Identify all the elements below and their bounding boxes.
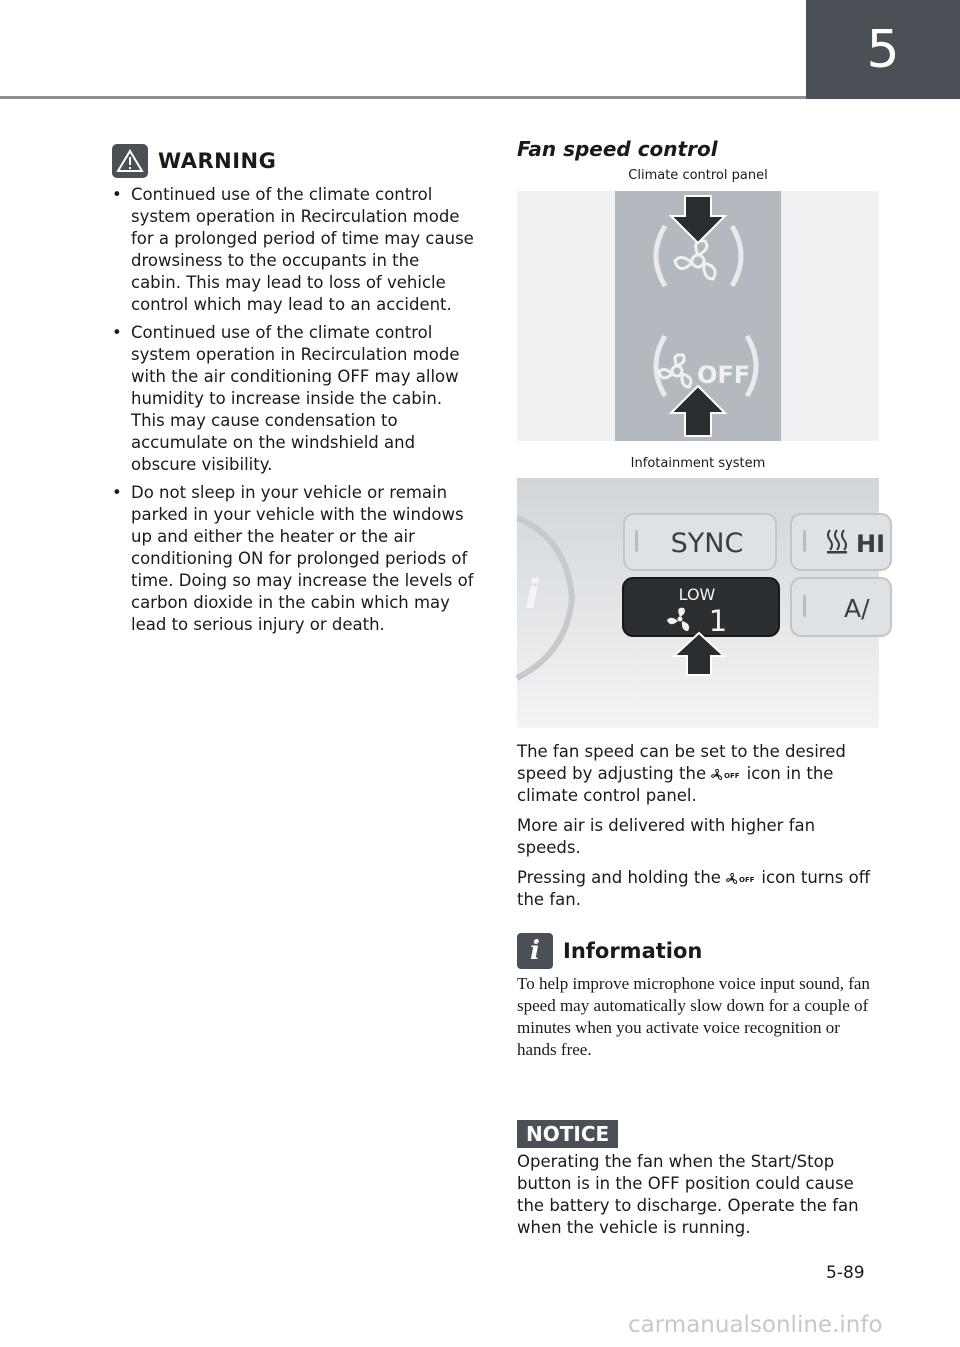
- inline-icon-text: OFF: [724, 771, 740, 780]
- sync-label: SYNC: [670, 528, 744, 559]
- page-number: 5-89: [826, 1263, 865, 1283]
- panel-caption: Climate control panel: [628, 168, 768, 183]
- warning-triangle-icon: [112, 144, 148, 178]
- warning-item: • Do not sleep in your vehicle or remain parked in your vehicle with the windows up and either the heater or the air conditioning ON for prolonged periods of time. Doing so may increase the levels of carbon dioxide in the cabin which may lead to serious injury or death.: [112, 482, 474, 636]
- warning-title: WARNING: [158, 149, 277, 173]
- info-logo-icon: i: [525, 572, 539, 618]
- warning-item: • Continued use of the climate control system operation in Recirculation mode with the air conditioning OFF may allow humidity to increase inside the cabin. This may cause condensation to accumulate on the windshield and obscure visibility.: [112, 322, 474, 476]
- paragraph: Pressing and holding the OFF icon turns off the fan.: [517, 868, 871, 909]
- warning-list: [112, 184, 474, 642]
- fan-off-inline-icon: [711, 768, 741, 782]
- notice-badge: NOTICE: [517, 1120, 618, 1148]
- watermark: carmanualsonline.info: [628, 1312, 883, 1338]
- information-icon: i: [517, 933, 553, 969]
- ac-label: A/: [844, 594, 870, 623]
- chapter-number: 5: [866, 19, 900, 80]
- heat-button[interactable]: [791, 514, 891, 570]
- section-title: Fan speed control: [517, 137, 718, 161]
- information-heading: [517, 933, 702, 969]
- heat-label: HI: [856, 530, 886, 558]
- paragraph: The fan speed can be set to the desired speed by adjusting the OFF icon in the climate control panel.: [517, 742, 846, 805]
- sync-button[interactable]: [624, 514, 776, 570]
- warning-item: • Continued use of the climate control system operation in Recirculation mode for a prolonged period of time may cause drowsiness to the occupants in the cabin. This may lead to loss of vehicle control which may lead to an accident.: [112, 184, 474, 316]
- fan-off-inline-icon: [726, 872, 756, 886]
- low-label: LOW: [678, 585, 716, 604]
- infotainment-caption: Infotainment system: [630, 456, 766, 471]
- infotainment-image: [517, 478, 886, 728]
- information-text: To help improve microphone voice input sound, fan speed may automatically slow down for a couple of minutes when you activate voice recognition or hands free.: [517, 974, 870, 1059]
- warning-heading: [112, 144, 276, 178]
- information-title: Information: [563, 939, 703, 963]
- notice-text: Operating the fan when the Start/Stop button is in the OFF position could cause the battery to discharge. Operate the fan when the vehicle is running.: [517, 1152, 859, 1237]
- inline-icon-text: OFF: [739, 875, 755, 884]
- ac-button[interactable]: [791, 578, 891, 636]
- fan-speed-value: 1: [708, 604, 728, 638]
- climate-panel-image: [517, 191, 879, 441]
- paragraph: More air is delivered with higher fan speeds.: [517, 816, 816, 857]
- panel-off-label: OFF: [697, 361, 751, 389]
- fan-description: [517, 741, 879, 919]
- fan-speed-button[interactable]: [623, 578, 779, 638]
- chapter-tab: [806, 0, 960, 99]
- header-rule: [0, 96, 806, 99]
